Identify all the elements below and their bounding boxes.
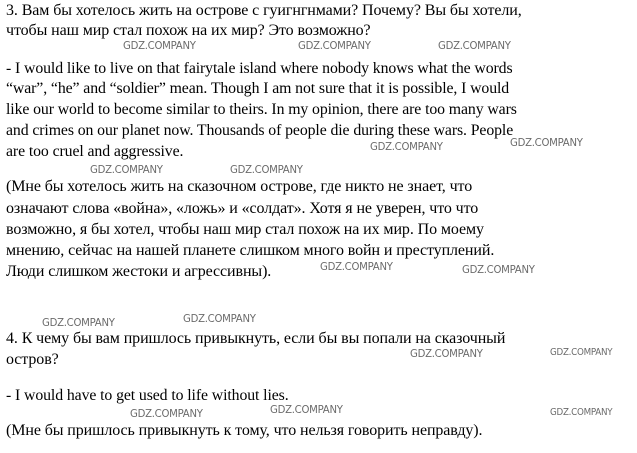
watermark: GDZ.COMPANY — [510, 136, 583, 149]
question-4-line-1: 4. К чему бы вам пришлось привыкнуть, если бы вы попали на сказочный — [6, 330, 506, 347]
answer-3-en-line-5: are too cruel and aggressive. — [6, 143, 184, 160]
watermark: GDZ.COMPANY — [320, 260, 393, 273]
watermark: GDZ.COMPANY — [550, 347, 613, 358]
watermark: GDZ.COMPANY — [270, 403, 343, 416]
answer-3-ru-line-5: Люди слишком жестоки и агрессивны). — [6, 263, 272, 280]
watermark: GDZ.COMPANY — [90, 163, 163, 176]
answer-3-en-line-3: like our world to become similar to theirs. In my opinion, there are too many wars — [6, 101, 517, 118]
answer-4-ru-line-1: (Мне бы пришлось привыкнуть к тому, что нельзя говорить неправду). — [6, 422, 483, 439]
watermark: GDZ.COMPANY — [410, 347, 483, 360]
watermark: GDZ.COMPANY — [550, 407, 613, 418]
answer-3-en-line-2: “war”, “he” and “soldier” mean. Though I am not sure that it is possible, I would — [6, 80, 510, 97]
watermark: GDZ.COMPANY — [298, 39, 371, 52]
watermark: GDZ.COMPANY — [370, 140, 443, 153]
answer-3-en-line-1: - I would like to live on that fairytale island where nobody knows what the words — [6, 60, 513, 77]
question-3-line-1: 3. Вам бы хотелось жить на острове с гуигнгнмами? Почему? Вы бы хотели, — [6, 2, 522, 19]
watermark: GDZ.COMPANY — [230, 163, 303, 176]
question-4-line-2: остров? — [6, 351, 59, 368]
answer-4-en-line-1: - I would have to get used to life without lies. — [6, 387, 289, 404]
answer-3-ru-line-4: мнению, сейчас на нашей планете слишком много войн и преступлений. — [6, 242, 495, 259]
watermark: GDZ.COMPANY — [42, 316, 115, 329]
watermark: GDZ.COMPANY — [438, 39, 511, 52]
watermark: GDZ.COMPANY — [183, 312, 256, 325]
question-3-line-2: чтобы наш мир стал похож на их мир? Это возможно? — [6, 22, 371, 39]
answer-3-ru-line-3: возможно, я бы хотел, чтобы наш мир стал похож на их мир. По моему — [6, 221, 484, 238]
watermark: GDZ.COMPANY — [130, 407, 203, 420]
answer-3-ru-line-2: означают слова «война», «ложь» и «солдат». Хотя я не уверен, что что — [6, 200, 479, 217]
answer-3-ru-line-1: (Мне бы хотелось жить на сказочном острове, где никто не знает, что — [6, 178, 473, 195]
watermark: GDZ.COMPANY — [462, 263, 535, 276]
answer-3-en-line-4: and crimes on our planet now. Thousands of people die during these wars. People — [6, 122, 514, 139]
watermark: GDZ.COMPANY — [123, 39, 196, 52]
